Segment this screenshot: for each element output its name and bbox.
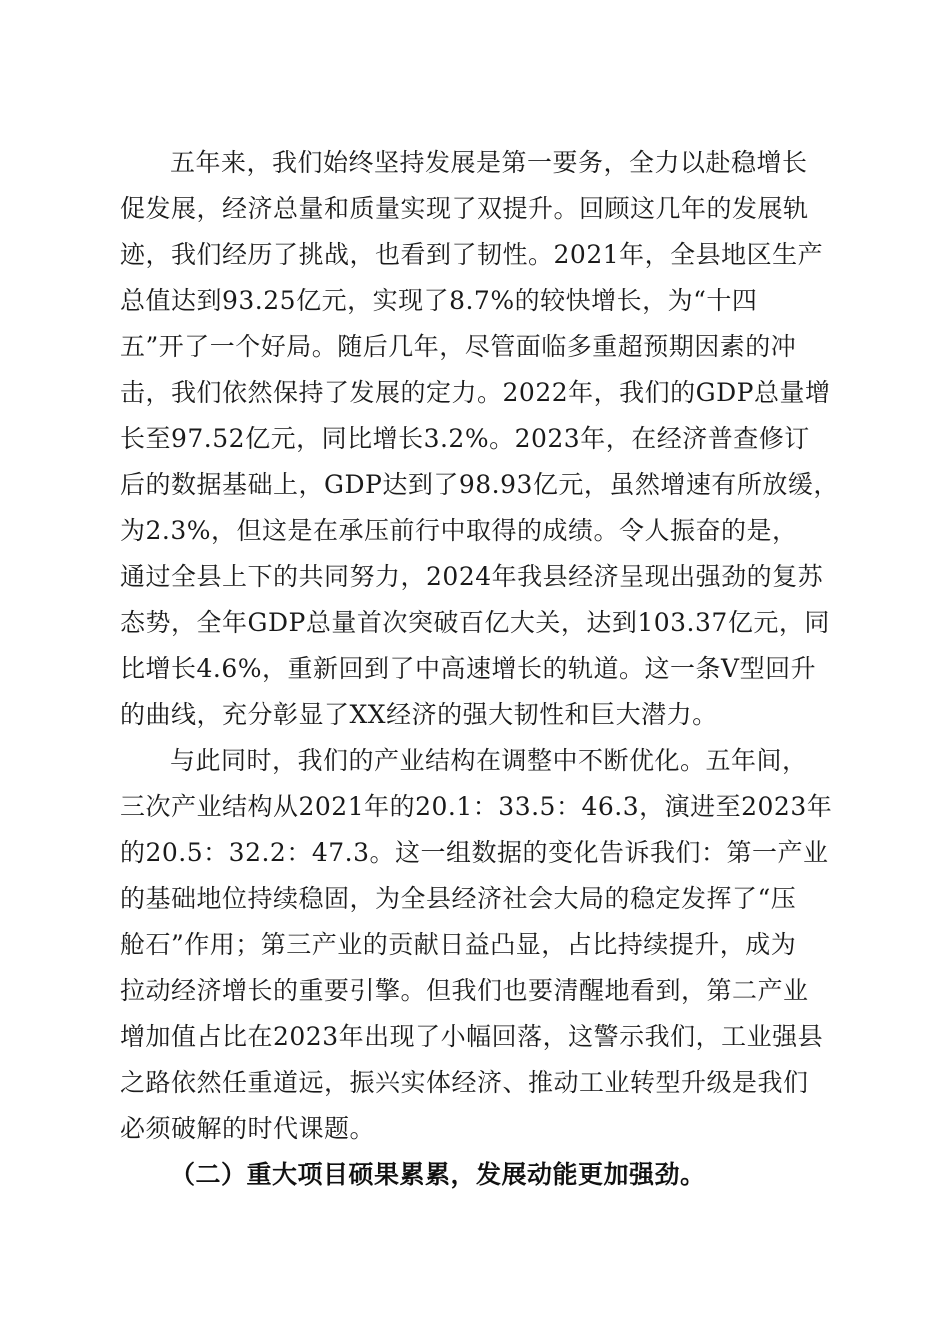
text-line: 比增长4.6%，重新回到了中高速增长的轨道。这一条V型回升 — [120, 654, 817, 683]
text-line: 五”开了一个好局。随后几年，尽管面临多重超预期因素的冲 — [120, 332, 797, 361]
text-line: 为2.3%，但这是在承压前行中取得的成绩。令人振奋的是， — [120, 516, 798, 545]
section-heading-block — [120, 1152, 828, 1198]
section-heading: （二）重大项目硕果累累，发展动能更加强劲。 — [170, 1160, 706, 1189]
text-line: 之路依然任重道远，振兴实体经济、推动工业转型升级是我们 — [120, 1068, 809, 1097]
text-line: 促发展，经济总量和质量实现了双提升。回顾这几年的发展轨 — [120, 194, 809, 223]
text-line: 迹，我们经历了挑战，也看到了韧性。2021年，全县地区生产 — [120, 240, 824, 269]
text-line: 通过全县上下的共同努力，2024年我县经济呈现出强劲的复苏 — [120, 562, 824, 591]
text-line: 总值达到93.25亿元，实现了8.7%的较快增长，为“十四 — [120, 286, 758, 315]
text-line: 舱石”作用；第三产业的贡献日益凸显，占比持续提升，成为 — [120, 930, 797, 959]
paragraph-industrial-structure — [120, 738, 833, 1152]
text-line: 后的数据基础上，GDP达到了98.93亿元，虽然增速有所放缓， — [120, 470, 839, 499]
text-line: 态势，全年GDP总量首次突破百亿大关，达到103.37亿元，同 — [120, 608, 830, 637]
text-line: 必须破解的时代课题。 — [120, 1114, 376, 1143]
paragraph-economic-growth — [120, 140, 839, 738]
text-line: 三次产业结构从2021年的20.1：33.5：46.3，演进至2023年 — [120, 792, 833, 821]
text-line: 拉动经济增长的重要引擎。但我们也要清醒地看到，第二产业 — [120, 976, 809, 1005]
text-line: 增加值占比在2023年出现了小幅回落，这警示我们，工业强县 — [120, 1022, 824, 1051]
text-line: 击，我们依然保持了发展的定力。2022年，我们的GDP总量增 — [120, 378, 831, 407]
text-line: 长至97.52亿元，同比增长3.2%。2023年，在经济普查修订 — [120, 424, 810, 453]
text-line: 与此同时，我们的产业结构在调整中不断优化。五年间， — [170, 746, 808, 775]
text-line: 的20.5：32.2：47.3。这一组数据的变化告诉我们：第一产业 — [120, 838, 829, 867]
text-line: 的基础地位持续稳固，为全县经济社会大局的稳定发挥了“压 — [120, 884, 797, 913]
text-line: 五年来，我们始终坚持发展是第一要务，全力以赴稳增长 — [170, 148, 808, 177]
document-body — [120, 140, 839, 1198]
text-line: 的曲线，充分彰显了XX经济的强大韧性和巨大潜力。 — [120, 700, 718, 729]
